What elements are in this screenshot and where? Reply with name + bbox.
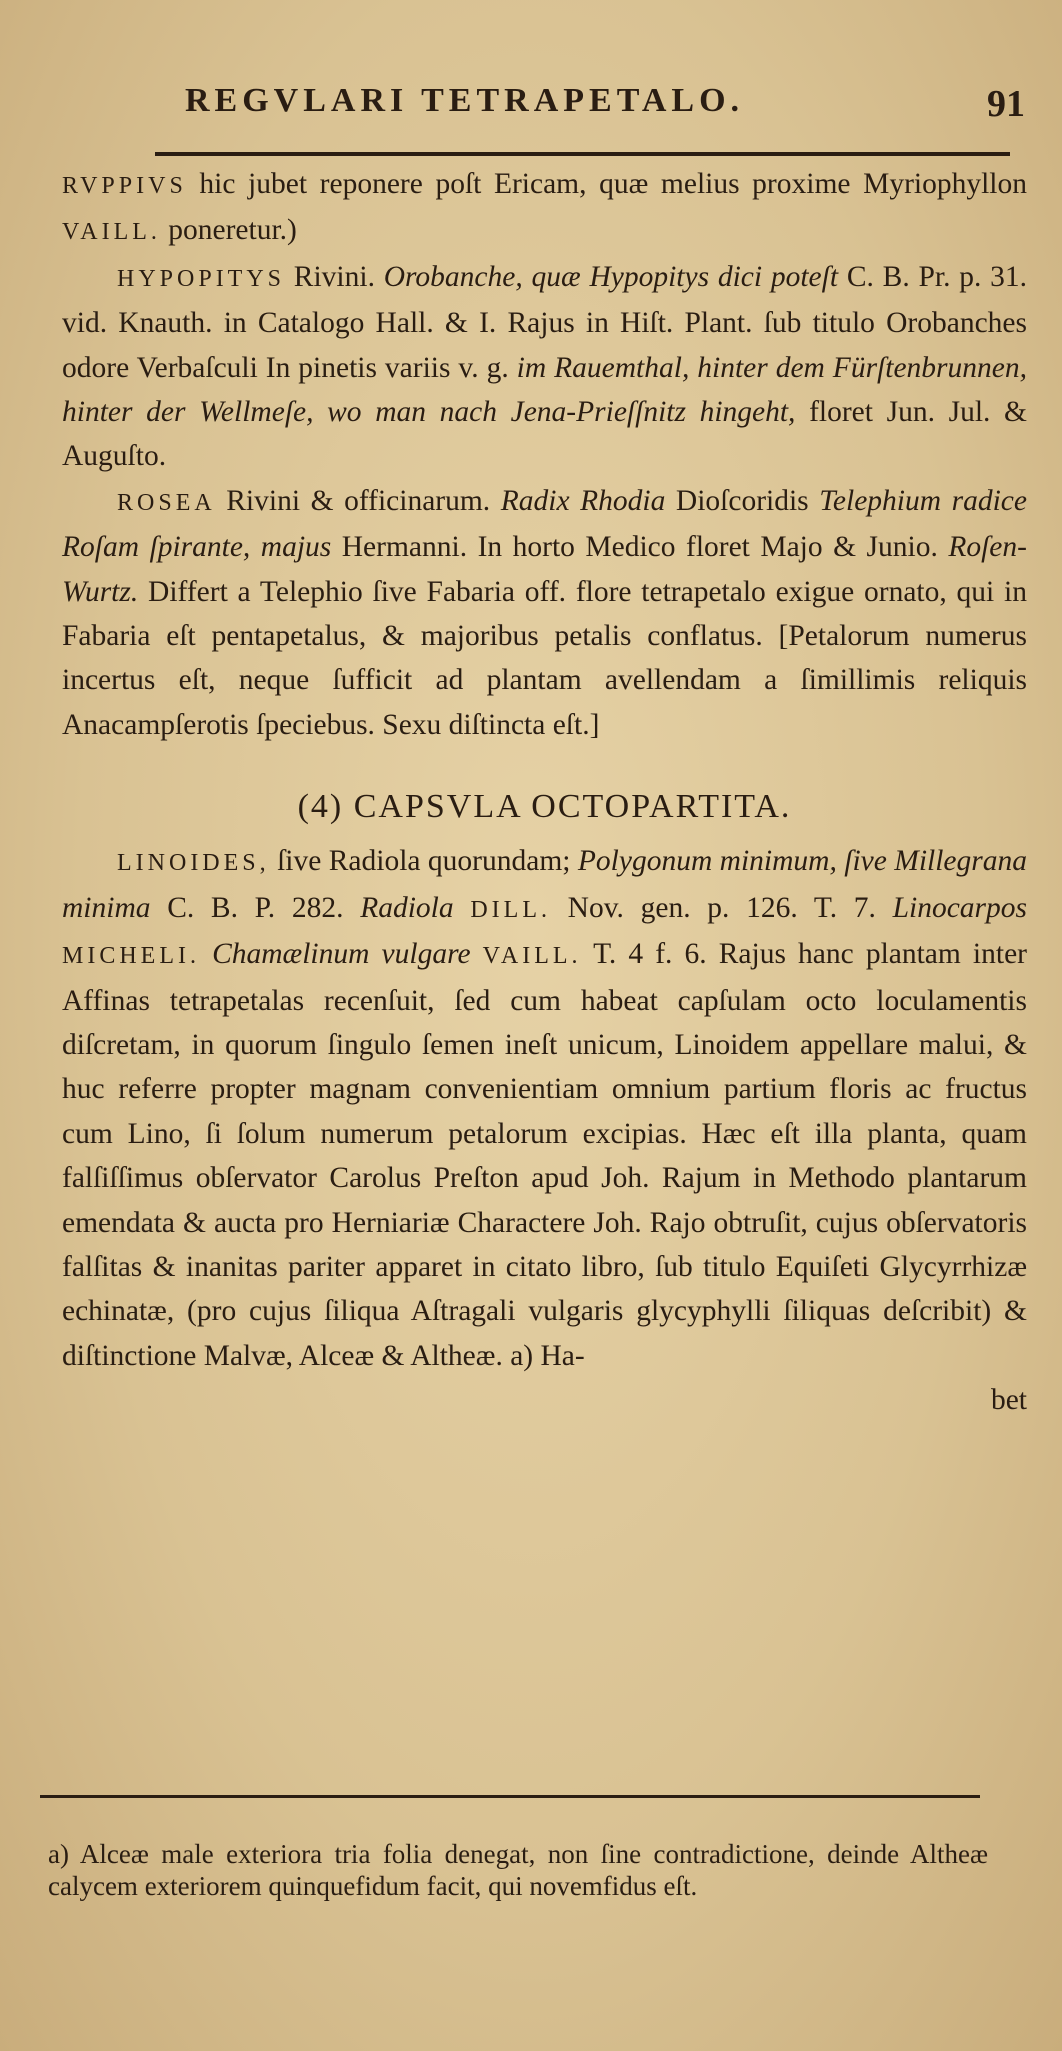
species-name: LINOIDES, (117, 850, 270, 877)
paragraph-linoides (62, 839, 1027, 1378)
paragraph-ruppius (62, 162, 1027, 255)
italic-text: Chamælinum vulgare (212, 938, 471, 971)
paragraph-text: C. B. Pr. p. 31. vid. Knauth. in Catalogo Hall. & I. Rajus in Hiſt. Plant. ſub titulo Orobanches odore Verbaſculi In pinetis variis v. g. (62, 260, 1027, 384)
running-title: REGVLARI TETRAPETALO. (185, 82, 745, 119)
paragraph-text: Hermanni. In horto Medico floret Majo & Junio. (331, 531, 949, 564)
paragraph-text: T. 4 f. 6. Rajus hanc plantam inter Affinas tetrapetalas recenſuit, ſed cum habeat capſulam octo loculamentis diſcretam, in quorum ſingulo ſemen ineſt unicum, Linoidem appellare malui, & huc referre propter magnam convenientiam omnium partium floris ac fructus cum Lino, ſi ſolum numerum petalorum excipias. Hæc eſt illa planta, quam falſiſſimus obſervator Carolus Preſton apud Joh. Rajum in Methodo plantarum emendata & aucta pro Herniariæ Charactere Joh. Rajo obtruſit, cujus obſervatoris falſitas & inanitas pariter apparet in citato libro, ſub titulo Equiſeti Glycyrrhizæ echinatæ, (pro cujus ſiliqua Aſtragali vulgaris glycyphylli ſiliquas deſcribit) & diſtinctione Malvæ, Alceæ & Altheæ. a) Ha- (62, 938, 1027, 1372)
paragraph-text: C. B. P. 282. (150, 891, 361, 924)
paragraph-text: poneretur.) (160, 214, 297, 247)
paragraph-text: Rivini & officinarum. (215, 484, 501, 517)
paragraph-text: floret Jun. Jul. & Auguſto. (62, 396, 1027, 473)
italic-text: Orobanche, quæ Hypopitys dici poteſt (383, 260, 839, 293)
paragraph-text: Differt a Telephio ſive Fabaria off. flore tetrapetalo exigue ornato, qui in Fabaria eſt pentapetalus, & majoribus petalis conflatus. [Petalorum numerus incertus eſt, neque ſufficit ad plantam avellendam a ſimillimis reliquis Anacampſerotis ſpeciebus. Sexu diſtincta eſt.] (62, 575, 1027, 741)
section-heading: (4) CAPSVLA OCTOPARTITA. (297, 788, 792, 826)
author-name: VAILL. (62, 219, 161, 246)
catchword: bet (990, 1384, 1027, 1417)
header-rule (155, 152, 1010, 156)
paragraph-text: Nov. gen. p. 126. T. 7. (550, 891, 893, 924)
italic-text: Radix Rhodia (500, 484, 666, 517)
paragraph-text: Dioſcoridis (665, 484, 820, 517)
author-name: RVPPIVS (62, 173, 187, 199)
species-name: ROSEA (117, 489, 216, 516)
paragraph-text: hic jubet reponere poſt Ericam, quæ melius proxime Myriophyllon (186, 168, 1027, 200)
author-name: DILL. (470, 896, 551, 923)
author-name: MICHELI. (62, 943, 200, 970)
footnote (48, 1838, 988, 1902)
italic-text: Linocarpos (892, 891, 1028, 924)
species-name: HYPOPITYS (117, 265, 286, 292)
italic-text: Telephium radice Roſam ſpirante, majus (62, 484, 1027, 564)
paragraph-hypopitys (62, 255, 1027, 479)
italic-text: Radiola (360, 891, 454, 924)
main-text (62, 162, 1027, 1423)
author-name: VAILL. (482, 943, 582, 970)
paragraph-text: ſive Radiola quorundam; (269, 845, 578, 878)
italic-text: im Rauemthal, hinter dem Fürſtenbrunnen, hinter der Wellmeſe, wo man nach Jena-Prieſſnitz hingeht, (62, 351, 1027, 429)
footnote-text: a) Alceæ male exteriora tria folia denegat, non ſine contradictione, deinde Altheæ calycem exteriorem quinquefidum facit, qui novemfidus eſt. (48, 1839, 988, 1901)
page-header (185, 82, 1025, 142)
paragraph-text: Rivini. (285, 260, 384, 293)
paragraph-rosea (62, 479, 1027, 747)
footnote-rule (40, 1795, 980, 1798)
page-number: 91 (987, 83, 1025, 125)
italic-text: Roſen-Wurtz. (62, 531, 1027, 608)
italic-text: Polygonum minimum, ſive Millegrana minima (62, 845, 1027, 924)
